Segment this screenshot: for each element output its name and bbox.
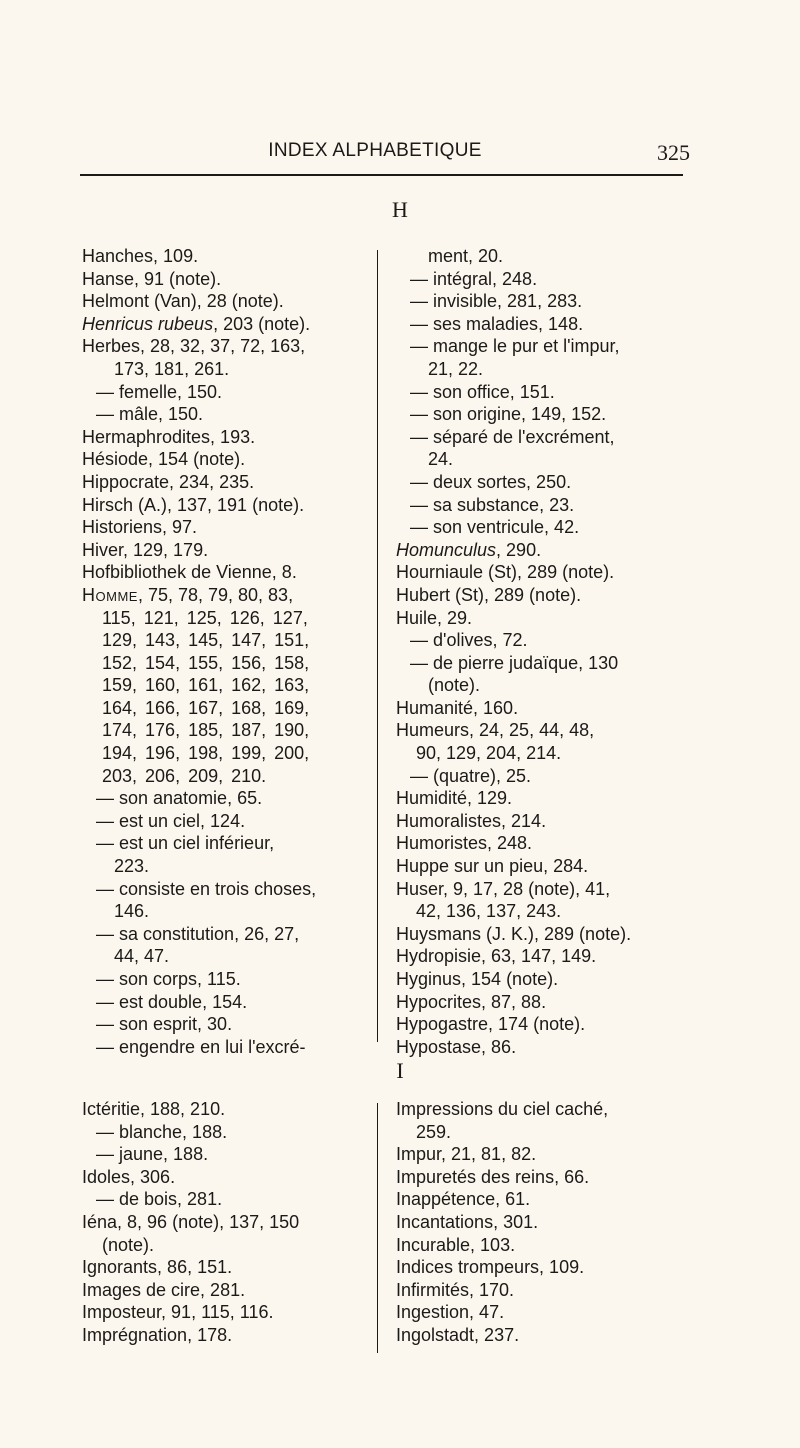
index-column-h-right xyxy=(396,245,696,1058)
index-entry: 146. xyxy=(114,901,150,922)
index-entry: — est un ciel inférieur, xyxy=(96,833,275,854)
index-entry: Images de cire, 281. xyxy=(82,1279,246,1300)
index-entry: Incantations, 301. xyxy=(396,1211,539,1232)
index-entry: (note). xyxy=(428,675,481,696)
index-entry: — sa substance, 23. xyxy=(410,494,575,515)
index-entry: — femelle, 150. xyxy=(96,381,223,402)
index-entry: Inappétence, 61. xyxy=(396,1189,531,1210)
index-entry: Imposteur, 91, 115, 116. xyxy=(82,1302,274,1323)
index-entry: 129, 143, 145, 147, 151, xyxy=(102,630,310,651)
running-title: INDEX ALPHABETIQUE xyxy=(268,140,482,161)
index-entry: Helmont (Van), 28 (note). xyxy=(82,291,284,312)
index-entry: Impuretés des reins, 66. xyxy=(396,1166,590,1187)
index-entry: — est double, 154. xyxy=(96,991,248,1012)
index-entry: Humoralistes, 214. xyxy=(396,810,547,831)
index-entry: 152, 154, 155, 156, 158, xyxy=(102,652,310,673)
index-entry: — son anatomie, 65. xyxy=(96,788,263,809)
index-entry: Ingestion, 47. xyxy=(396,1302,505,1323)
index-entry: Humidité, 129. xyxy=(396,788,513,809)
index-entry: Huser, 9, 17, 28 (note), 41, xyxy=(396,878,611,899)
index-entry: 24. xyxy=(428,449,454,470)
index-entry: Hippocrate, 234, 235. xyxy=(82,471,255,492)
index-entry: — ses maladies, 148. xyxy=(410,313,584,334)
index-entry: 164, 166, 167, 168, 169, xyxy=(102,697,310,718)
index-entry: — son office, 151. xyxy=(410,381,555,402)
index-entry: Hofbibliothek de Vienne, 8. xyxy=(82,562,297,583)
index-entry: Hésiode, 154 (note). xyxy=(82,449,246,470)
index-entry: Hyginus, 154 (note). xyxy=(396,969,559,989)
index-entry: Hermaphrodites, 193. xyxy=(82,426,256,447)
index-column-h-left xyxy=(82,245,382,1058)
index-entry: Iéna, 8, 96 (note), 137, 150 xyxy=(82,1211,300,1232)
index-entry: Hanches, 109. xyxy=(82,246,199,266)
page-header xyxy=(60,140,690,170)
index-entry: Humoristes, 248. xyxy=(396,833,533,854)
index-entry: Hirsch (A.), 137, 191 (note). xyxy=(82,494,305,515)
index-entry: Ingolstadt, 237. xyxy=(396,1324,520,1345)
index-entry: Homme, 75, 78, 79, 80, 83, xyxy=(82,584,294,605)
index-entry: (note). xyxy=(102,1234,155,1255)
index-entry: ment, 20. xyxy=(428,246,504,266)
index-entry: — mâle, 150. xyxy=(96,404,204,425)
index-entry: — son origine, 149, 152. xyxy=(410,404,607,425)
index-entry: 203, 206, 209, 210. xyxy=(102,765,267,786)
index-entry: 90, 129, 204, 214. xyxy=(416,743,562,764)
index-entry: Hypocrites, 87, 88. xyxy=(396,991,547,1012)
index-entry: — deux sortes, 250. xyxy=(410,471,572,492)
index-entry: — jaune, 188. xyxy=(96,1144,209,1165)
index-entry: Huile, 29. xyxy=(396,607,473,628)
page-number: 325 xyxy=(657,140,690,165)
index-entry: — invisible, 281, 283. xyxy=(410,291,583,312)
index-entry: Hourniaule (St), 289 (note). xyxy=(396,562,615,583)
section-letter-h: H xyxy=(392,197,408,222)
index-entry: Huppe sur un pieu, 284. xyxy=(396,856,589,877)
column-divider-h xyxy=(377,250,378,1042)
index-entry: Herbes, 28, 32, 37, 72, 163, xyxy=(82,336,306,357)
index-entry: — sa constitution, 26, 27, xyxy=(96,923,300,944)
index-entry: 42, 136, 137, 243. xyxy=(416,901,562,922)
index-entry: 44, 47. xyxy=(114,946,170,967)
index-entry: 223. xyxy=(114,856,150,877)
index-entry: Historiens, 97. xyxy=(82,517,198,538)
index-entry: Idoles, 306. xyxy=(82,1166,176,1187)
index-entry: 259. xyxy=(416,1121,452,1142)
index-entry: — son esprit, 30. xyxy=(96,1014,233,1035)
index-entry: — engendre en lui l'excré- xyxy=(96,1036,306,1057)
index-entry: Infirmités, 170. xyxy=(396,1279,515,1300)
index-entry: — son ventricule, 42. xyxy=(410,517,580,538)
index-entry: — d'olives, 72. xyxy=(410,630,528,651)
index-entry: Incurable, 103. xyxy=(396,1234,516,1255)
index-entry: Hiver, 129, 179. xyxy=(82,539,209,560)
index-entry: Huysmans (J. K.), 289 (note). xyxy=(396,923,632,944)
index-entry: Homunculus, 290. xyxy=(396,539,542,560)
index-entry: Hypostase, 86. xyxy=(396,1036,517,1057)
index-entry: Henricus rubeus, 203 (note). xyxy=(82,313,311,334)
index-entry: — séparé de l'excrément, xyxy=(410,426,615,447)
index-entry: 115, 121, 125, 126, 127, xyxy=(102,607,308,628)
index-entry: 194, 196, 198, 199, 200, xyxy=(102,743,310,764)
index-entry: — (quatre), 25. xyxy=(410,765,532,786)
index-entry: 21, 22. xyxy=(428,358,484,379)
index-column-i-left xyxy=(82,1098,382,1347)
index-entry: Imprégnation, 178. xyxy=(82,1324,233,1345)
index-entry: 173, 181, 261. xyxy=(114,358,230,379)
index-entry: 159, 160, 161, 162, 163, xyxy=(102,675,310,696)
index-entry: Hanse, 91 (note). xyxy=(82,268,222,289)
index-entry: — consiste en trois choses, xyxy=(96,878,317,899)
index-entry: — de bois, 281. xyxy=(96,1189,223,1210)
index-entry: — son corps, 115. xyxy=(96,969,241,989)
index-entry: — blanche, 188. xyxy=(96,1121,228,1142)
index-entry: Hypogastre, 174 (note). xyxy=(396,1014,586,1035)
index-entry: Hubert (St), 289 (note). xyxy=(396,584,582,605)
index-entry: Humanité, 160. xyxy=(396,697,519,718)
index-entry: 174, 176, 185, 187, 190, xyxy=(102,720,310,741)
index-entry: — mange le pur et l'impur, xyxy=(410,336,620,357)
column-divider-i xyxy=(377,1103,378,1353)
index-entry: Impressions du ciel caché, xyxy=(396,1099,609,1119)
index-entry: Impur, 21, 81, 82. xyxy=(396,1144,537,1165)
header-rule xyxy=(80,174,683,176)
index-entry: Indices trompeurs, 109. xyxy=(396,1257,585,1278)
index-entry: — de pierre judaïque, 130 xyxy=(410,652,619,673)
index-entry: Ictéritie, 188, 210. xyxy=(82,1099,226,1119)
index-entry: Hydropisie, 63, 147, 149. xyxy=(396,946,597,967)
index-entry: Ignorants, 86, 151. xyxy=(82,1257,233,1278)
index-entry: Humeurs, 24, 25, 44, 48, xyxy=(396,720,595,741)
index-entry: — intégral, 248. xyxy=(410,268,538,289)
section-letter-i: I xyxy=(396,1058,404,1083)
index-entry: — est un ciel, 124. xyxy=(96,810,246,831)
index-column-i-right xyxy=(396,1098,696,1347)
